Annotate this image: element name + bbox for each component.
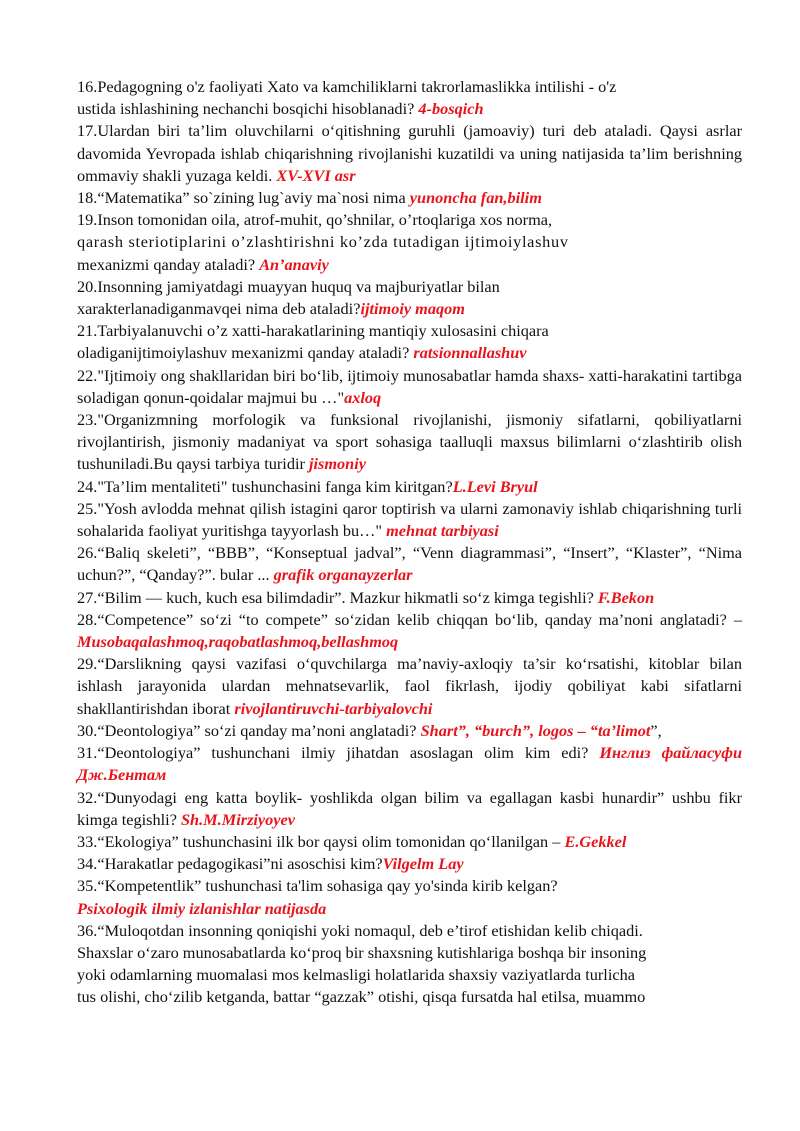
question-36-line-4: tus olishi, cho‘zilib ketganda, battar “gazzak” otishi, qisqa fursatda hal etilsa, muammo bbox=[77, 987, 646, 1007]
question-30-tail: ”, bbox=[650, 720, 662, 740]
question-29-text: 29.“Darslikning qaysi vazifasi o‘quvchilarga ma’naviy-axloqiy ta’sir ko‘rsatishi, kitoblar bilan ishlash jarayonida ulardan mehnatsevarlik, faol fikrlash, ijodiy qobiliyat kabi sifatlarni shakllantirishdan iborat bbox=[77, 654, 742, 718]
question-36-line-2: Shaxslar o‘zaro munosabatlarda ko‘proq bir shaxsning kutishlariga boshqa bir insoning bbox=[77, 942, 647, 962]
question-33-text: 33.“Ekologiya” tushunchasini ilk bor qaysi olim tomonidan qo‘llanilgan – bbox=[77, 831, 565, 851]
answer-35: Psixologik ilmiy izlanishlar natijasda bbox=[77, 898, 327, 918]
question-20-line-2: xarakterlanadiganmavqei nima deb ataladi? bbox=[77, 299, 361, 319]
question-32 bbox=[77, 787, 742, 831]
question-34-text: 34.“Harakatlar pedagogikasi”ni asoschisi kim? bbox=[77, 854, 383, 874]
question-20 bbox=[77, 276, 742, 320]
question-36-line-1: 36.“Muloqotdan insonning qoniqishi yoki nomaqul, deb e’tirof etishidan kelib chiqadi. bbox=[77, 920, 643, 940]
question-19-line-2: qarash steriotiplarini o’zlashtirishni ko’zda tutadigan ijtimoiylashuv bbox=[77, 232, 569, 252]
question-30-text: 30.“Deontologiya” so‘zi qanday ma’noni anglatadi? bbox=[77, 720, 421, 740]
answer-24: L.Levi Bryul bbox=[452, 476, 538, 496]
answer-28: Musobaqalashmoq,raqobatlashmoq,bellashmoq bbox=[77, 632, 399, 652]
question-20-line-1: 20.Insonning jamiyatdagi muayyan huquq va majburiyatlar bilan bbox=[77, 276, 500, 296]
answer-25: mehnat tarbiyasi bbox=[386, 521, 499, 541]
question-26 bbox=[77, 542, 742, 586]
question-33 bbox=[77, 831, 742, 853]
question-16-line-1: 16.Pedagogning o'z faoliyati Xato va kamchiliklarni takrorlamaslikka intilishi - o'z bbox=[77, 77, 617, 96]
question-18-text: 18.“Matematika” so`zining lug`aviy ma`nosi nima bbox=[77, 188, 410, 208]
answer-19: An’anaviy bbox=[259, 254, 329, 274]
question-21-line-2: oladiganijtimoiylashuv mexanizmi qanday ataladi? bbox=[77, 343, 414, 363]
question-36-line-3: yoki odamlarning muomalasi mos kelmasligi holatlarida shaxsiy vaziyatlarda turlicha bbox=[77, 965, 635, 985]
question-26-text: 26.“Baliq skeleti”, “BBB”, “Konseptual jadval”, “Venn diagrammasi”, “Insert”, “Klaster”, “Nima uchun?”, “Qanday?”. bular ... bbox=[77, 543, 742, 585]
question-32-text: 32.“Dunyodagi eng katta boylik- yoshlikda olgan bilim va egallagan kasbi hunardir” ushbu fikr kimga tegishli? bbox=[77, 787, 742, 829]
question-27 bbox=[77, 587, 742, 609]
answer-32: Sh.M.Mirziyoyev bbox=[181, 809, 295, 829]
question-17 bbox=[77, 120, 742, 187]
answer-31: Инглиз файласуфи Дж.Бентам bbox=[77, 743, 742, 785]
question-19-line-1: 19.Inson tomonidan oila, atrof-muhit, qo’shnilar, o’rtoqlariga xos norma, bbox=[77, 210, 553, 230]
question-36 bbox=[77, 920, 742, 1009]
answer-16: 4-bosqich bbox=[418, 99, 484, 119]
answer-23: jismoniy bbox=[308, 454, 366, 474]
question-35 bbox=[77, 875, 742, 919]
question-21 bbox=[77, 320, 742, 364]
question-21-line-1: 21.Tarbiyalanuvchi o’z xatti-harakatlarining mantiqiy xulosasini chiqara bbox=[77, 321, 549, 341]
question-31 bbox=[77, 742, 742, 786]
answer-17: XV-XVI asr bbox=[276, 165, 356, 185]
question-19-line-3: mexanizmi qanday ataladi? bbox=[77, 254, 260, 274]
question-30 bbox=[77, 720, 742, 742]
question-18 bbox=[77, 187, 742, 209]
question-25-text: 25."Yosh avlodda mehnat qilish istagini qaror toptirish va ularni zamonaviy ishlab chiqarishning turli sohalarida faoliyat yuritishga tayyorlash bu…" bbox=[77, 498, 742, 541]
answer-30: Shart”, “burch”, logos – “ta’limot bbox=[420, 720, 651, 740]
answer-18: yunoncha fan,bilim bbox=[409, 188, 542, 208]
answer-27: F.Bekon bbox=[597, 587, 655, 607]
question-22 bbox=[77, 365, 742, 409]
answer-22: axloq bbox=[344, 387, 382, 407]
question-16 bbox=[77, 76, 742, 120]
question-28 bbox=[77, 609, 742, 653]
answer-20: ijtimoiy maqom bbox=[360, 299, 465, 319]
question-23-text: 23."Organizmning morfologik va funksional rivojlanishi, jismoniy sifatlarni, qobiliyatlarni rivojlantirish, jismoniy madaniyat va sport sohasiga taalluqli maxsus bilimlarni o‘zlashtirib olish tushuniladi.Bu qaysi tarbiya turidir bbox=[77, 410, 742, 474]
question-35-line-1: 35.“Kompetentlik” tushunchasi ta'lim sohasiga qay yo'sinda kirib kelgan? bbox=[77, 876, 558, 896]
answer-26: grafik organayzerlar bbox=[273, 565, 413, 585]
question-28-text: 28.“Competence” so‘zi “to compete” so‘zidan kelib chiqqan bo‘lib, qanday ma’noni anglatadi? – bbox=[77, 609, 742, 629]
question-16-line-2: ustida ishlashining nechanchi bosqichi hisoblanadi? bbox=[77, 99, 419, 119]
answer-33: E.Gekkel bbox=[564, 831, 627, 851]
question-24 bbox=[77, 476, 742, 498]
question-23 bbox=[77, 409, 742, 476]
answer-29: rivojlantiruvchi-tarbiyalovchi bbox=[234, 698, 433, 718]
question-22-text: 22."Ijtimoiy ong shakllaridan biri bo‘lib, ijtimoiy munosabatlar hamda shaxs- xatti-harakatini tartibga soladigan qonun-qoidalar majmui bu …" bbox=[77, 365, 742, 407]
question-17-text: 17.Ulardan biri ta’lim oluvchilarni o‘qitishning guruhli (jamoaviy) turi deb ataladi. Qaysi asrlar davomida Yevropada ishlab chiqarishning rivojlanishi kuzatildi va uning natijasida ta’lim berishning ommaviy shakli yuzaga keldi. bbox=[77, 121, 742, 185]
question-24-text: 24."Ta’lim mentaliteti" tushunchasini fanga kim kiritgan? bbox=[77, 476, 453, 496]
question-34 bbox=[77, 853, 742, 875]
question-25 bbox=[77, 498, 742, 542]
question-19 bbox=[77, 209, 742, 276]
question-27-text: 27.“Bilim — kuch, kuch esa bilimdadir”. Mazkur hikmatli so‘z kimga tegishli? bbox=[77, 587, 598, 607]
answer-34: Vilgelm Lay bbox=[382, 854, 464, 874]
question-31-text: 31.“Deontologiya” tushunchani ilmiy jihatdan asoslagan olim kim edi? bbox=[77, 743, 600, 763]
question-29 bbox=[77, 653, 742, 720]
answer-21: ratsionnallashuv bbox=[413, 343, 527, 363]
